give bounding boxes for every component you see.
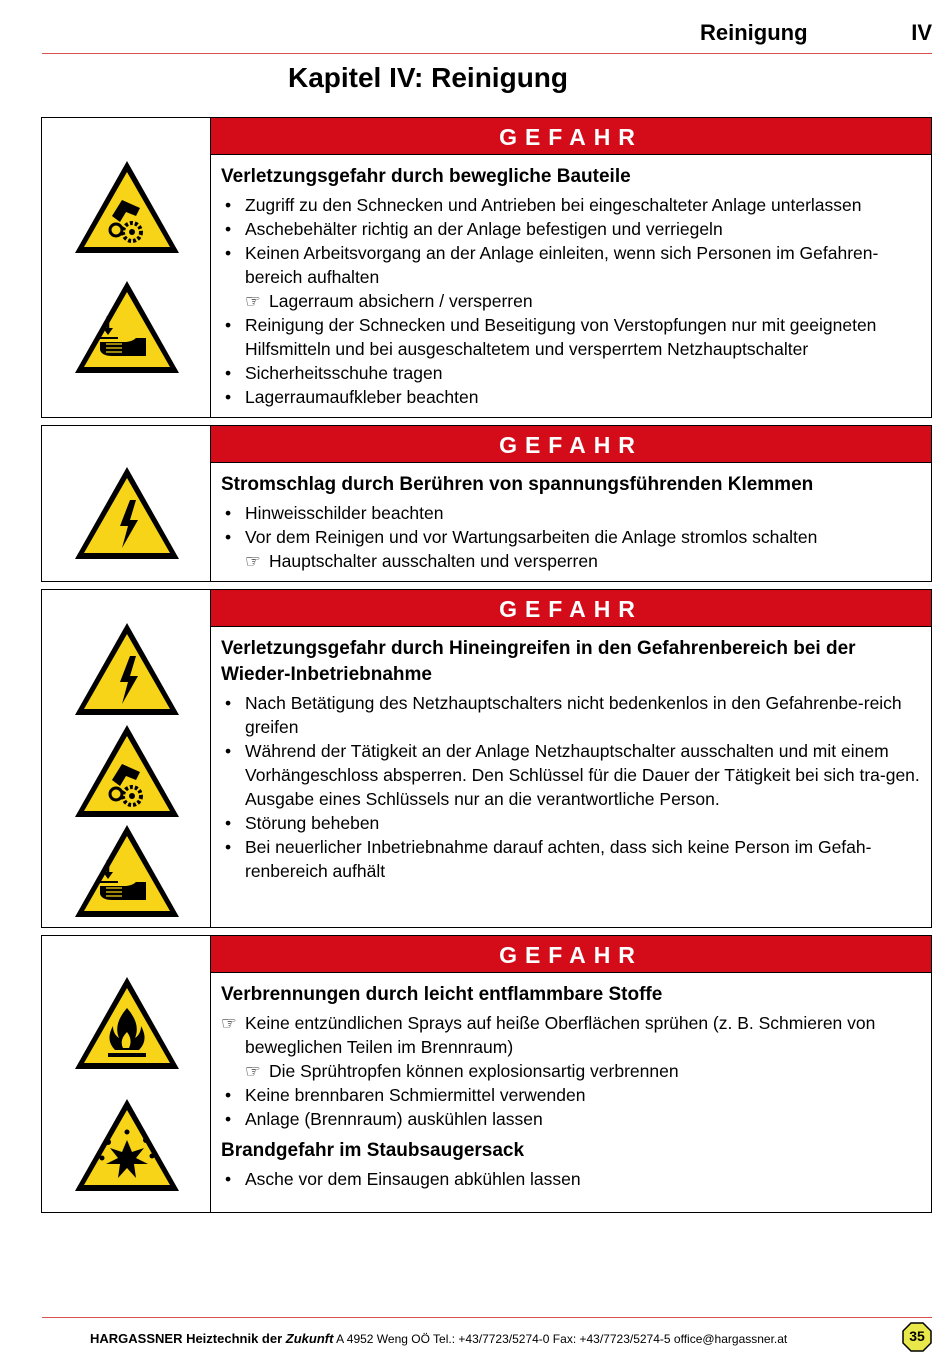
danger-banner: GEFAHR — [210, 936, 931, 973]
page-number: 35 — [909, 1328, 925, 1344]
section-title: Verletzungsgefahr durch Hineingreifen in den Gefahrenbereich bei der Wieder-Inbetriebnahme — [221, 638, 856, 685]
hand-crush-warning-icon — [72, 278, 182, 376]
header-chapter: IV — [911, 20, 932, 45]
electric-shock-warning-icon — [72, 620, 182, 718]
entanglement-gear-warning-icon — [72, 158, 182, 256]
list-item: • Keinen Arbeitsvorgang an der Anlage einleiten, wenn sich Personen im Gefahren-bereich aufhalten — [225, 243, 879, 287]
content-column — [211, 426, 931, 581]
list-item: ☞ Keine entzündlichen Sprays auf heiße Oberflächen sprühen (z. B. Schmieren von beweglichen Teilen im Brennraum) — [221, 1013, 876, 1057]
list-item: • Aschebehälter richtig an der Anlage befestigen und verriegeln — [225, 219, 723, 239]
header-title: Reinigung — [700, 20, 808, 45]
danger-banner: GEFAHR — [210, 426, 931, 463]
icon-column — [42, 118, 211, 417]
footer-rule — [42, 1317, 932, 1318]
hazard-section-flammable — [41, 935, 932, 1213]
entanglement-gear-warning-icon — [72, 722, 182, 820]
list-item: • Nach Betätigung des Netzhauptschalters nicht bedenkenlos in den Gefahrenbe-reich greifen — [225, 693, 902, 737]
chapter-title: Kapitel IV: Reinigung — [287, 62, 568, 93]
list-subitem: ☞ Die Sprühtropfen können explosionsartig verbrennen — [245, 1061, 679, 1081]
icon-column — [42, 590, 211, 927]
footer-brand: HARGASSNER Heiztechnik der Zukunft — [90, 1331, 334, 1346]
list-item: • Sicherheitsschuhe tragen — [225, 363, 443, 383]
footer — [90, 1331, 787, 1346]
danger-banner: GEFAHR — [210, 118, 931, 155]
list-subitem: ☞ Lagerraum absichern / versperren — [245, 291, 533, 311]
list-item: • Lagerraumaufkleber beachten — [225, 387, 479, 407]
hazard-list — [211, 501, 931, 573]
list-item: • Anlage (Brennraum) auskühlen lassen — [225, 1109, 543, 1129]
content-column — [211, 118, 931, 417]
hazard-list — [211, 1167, 931, 1191]
hazard-section-moving-parts — [41, 117, 932, 418]
hazard-section-electric-shock — [41, 425, 932, 582]
section-title: Verbrennungen durch leicht entflammbare Stoffe — [221, 984, 663, 1005]
list-item: • Bei neuerlicher Inbetriebnahme darauf achten, dass sich keine Person im Gefah-renbereich aufhält — [225, 837, 872, 881]
list-subitem: ☞ Hauptschalter ausschalten und versperren — [245, 551, 598, 571]
section-title: Verletzungsgefahr durch bewegliche Bauteile — [221, 166, 631, 187]
header-rule — [42, 53, 932, 54]
hazard-list — [211, 193, 931, 409]
icon-column — [42, 936, 211, 1212]
list-item: • Asche vor dem Einsaugen abkühlen lassen — [225, 1169, 581, 1189]
explosive-warning-icon — [72, 1096, 182, 1194]
list-item: • Störung beheben — [225, 813, 380, 833]
electric-shock-warning-icon — [72, 464, 182, 562]
content-column — [211, 936, 931, 1212]
danger-banner: GEFAHR — [210, 590, 931, 627]
section-title: Stromschlag durch Berühren von spannungsführenden Klemmen — [221, 474, 814, 495]
icon-column — [42, 426, 211, 581]
list-item: • Vor dem Reinigen und vor Wartungsarbeiten die Anlage stromlos schalten — [225, 527, 818, 547]
list-item: • Reinigung der Schnecken und Beseitigung von Verstopfungen nur mit geeigneten Hilfsmitteln und bei ausgeschaltetem und versperrtem Netzhauptschalter — [225, 315, 877, 359]
list-item: • Keine brennbaren Schmiermittel verwenden — [225, 1085, 586, 1105]
section-subtitle: Brandgefahr im Staubsaugersack — [221, 1140, 525, 1161]
hand-crush-warning-icon — [72, 822, 182, 920]
hazard-section-restart — [41, 589, 932, 928]
hazard-list — [211, 691, 931, 883]
list-item: • Während der Tätigkeit an der Anlage Netzhauptschalter ausschalten und mit einem Vorhängeschloss absperren. Den Schlüssel für die Dauer der Tätigkeit bei sich tra-gen. Ausgabe eines Schlüssels nur an die verantwortliche Person. — [225, 741, 920, 809]
footer-contact: A 4952 Weng OÖ Tel.: +43/7723/5274-0 Fax: +43/7723/5274-5 office@hargassner.at — [336, 1332, 788, 1346]
flammable-warning-icon — [72, 974, 182, 1072]
content-column — [211, 590, 931, 927]
list-item: • Zugriff zu den Schnecken und Antrieben bei eingeschalteter Anlage unterlassen — [225, 195, 862, 215]
hazard-list — [211, 1011, 931, 1131]
list-item: • Hinweisschilder beachten — [225, 503, 444, 523]
